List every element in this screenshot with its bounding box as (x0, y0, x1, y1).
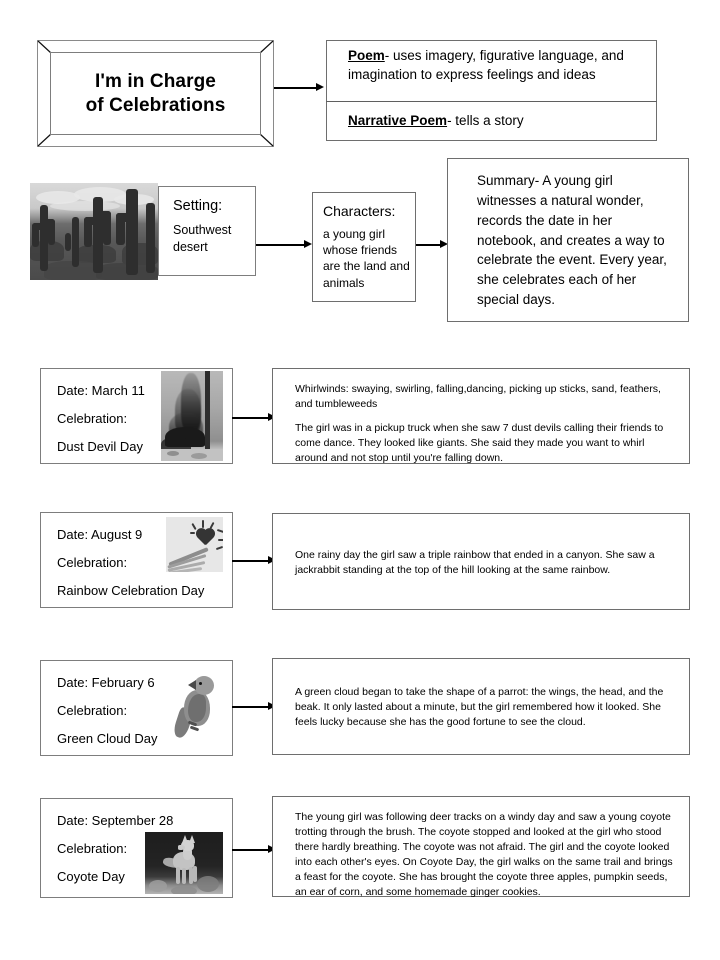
arrow-event-1 (232, 556, 276, 565)
term-poem: Poem (348, 48, 385, 63)
event-date-0: Date: March 11 (57, 383, 145, 398)
arrow-event-2 (232, 702, 276, 711)
characters-box (312, 192, 416, 302)
definition-poem-text (326, 40, 657, 84)
definition-narrative-row (326, 102, 657, 141)
setting-heading: Setting: (173, 198, 223, 214)
arrow-title-to-definitions (274, 83, 324, 92)
desert-illustration (30, 183, 158, 280)
event-celebration-label-1: Celebration: (57, 555, 128, 570)
setting-value: Southwest desert (173, 223, 232, 254)
title-line-2: of Celebrations (85, 94, 226, 116)
event-date-1: Date: August 9 (57, 527, 143, 542)
event-detail-0 (272, 368, 690, 464)
term-narrative-poem: Narrative Poem (348, 113, 448, 128)
event-celebration-name-3: Coyote Day (57, 869, 125, 884)
arrow-event-0 (232, 413, 276, 422)
event-celebration-label-3: Celebration: (57, 841, 128, 856)
event-detail-1 (272, 513, 690, 610)
event-labels-0 (41, 369, 232, 454)
characters-value: a young girl whose friends are the land and animals (323, 227, 410, 290)
title-line-1: I'm in Charge (95, 71, 216, 93)
title-box (50, 52, 261, 135)
event-paragraph: A green cloud began to take the shape of a parrot: the wings, the head, and the beak. It only lasted about a minute, but the girl remembered how it looked. She feels lucky because she has the good fortune to see the cloud. (295, 686, 664, 728)
event-paragraph: Whirlwinds: swaying, swirling, falling,dancing, picking up sticks, sand, feathers, and tumbleweeds (295, 383, 661, 410)
arrow-characters-to-summary (416, 240, 450, 249)
arrow-event-3 (232, 845, 276, 854)
event-celebration-name-0: Dust Devil Day (57, 439, 143, 454)
event-card-2 (40, 660, 233, 756)
event-celebration-name-2: Green Cloud Day (57, 731, 158, 746)
summary-box (447, 158, 689, 322)
event-labels-1 (41, 513, 232, 598)
event-card-3 (40, 798, 233, 898)
event-detail-text-1 (273, 514, 689, 578)
definition-narrative-body: - tells a story (447, 113, 524, 128)
setting-box (158, 186, 256, 276)
event-celebration-label-0: Celebration: (57, 411, 128, 426)
event-detail-3 (272, 796, 690, 897)
event-labels-3 (41, 799, 232, 884)
event-detail-text-3 (273, 797, 689, 899)
event-detail-text-2 (273, 659, 689, 730)
definition-poem-body: - uses imagery, figurative language, and imagination to express feelings and ideas (348, 48, 624, 83)
event-card-1 (40, 512, 233, 608)
event-date-3: Date: September 28 (57, 813, 174, 828)
definition-poem-row (326, 40, 657, 102)
event-detail-2 (272, 658, 690, 755)
event-celebration-name-1: Rainbow Celebration Day (57, 583, 205, 598)
definition-narrative-text (326, 102, 657, 130)
event-paragraph: One rainy day the girl saw a triple rainbow that ended in a canyon. She saw a jackrabbit standing at the top of the hill looking at the same rainbow. (295, 549, 655, 576)
summary-text: Summary- A young girl witnesses a natural wonder, records the date in her notebook, and creates a way to celebrate the event. Every year, she celebrates each of her special days. (477, 173, 667, 308)
event-celebration-label-2: Celebration: (57, 703, 128, 718)
event-paragraph: The young girl was following deer tracks on a windy day and saw a young coyote trotting through the brush. The coyote stopped and looked at the girl who stood there hardly breathing. The coyote was not afraid. The girl and the coyote looked into each other's eyes. On Coyote Day, the girl walks on the same trail and brings a feast for the coyote. She has brought the coyote three apples, pumpkin seeds, an ear of corn, and some homemade ginger cookies. (295, 811, 673, 898)
characters-heading: Characters: (323, 203, 396, 219)
event-labels-2 (41, 661, 232, 746)
arrow-setting-to-characters (256, 240, 314, 249)
page-title (86, 70, 226, 116)
event-card-0 (40, 368, 233, 464)
event-detail-text-0 (273, 369, 689, 466)
event-date-2: Date: February 6 (57, 675, 155, 690)
setting-image (30, 183, 158, 280)
event-paragraph: The girl was in a pickup truck when she saw 7 dust devils calling their friends to come dance. They looked like giants. She said they made you want to whirl around and not stop until you're falling down. (295, 421, 664, 464)
